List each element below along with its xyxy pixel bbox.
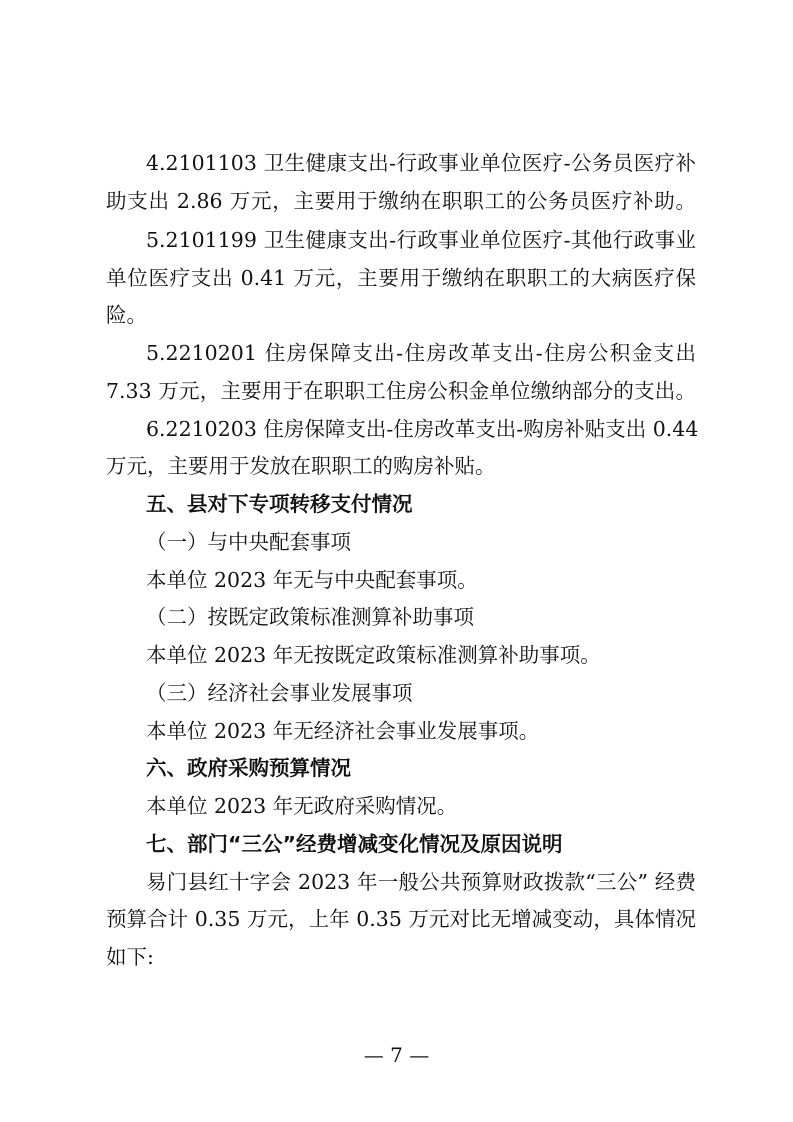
paragraph-line: 单位医疗支出 0.41 万元，主要用于缴纳在职职工的大病医疗保 — [106, 266, 696, 290]
paragraph-line: 本单位 2023 年无按既定政策标准测算补助事项。 — [146, 643, 601, 667]
paragraph-line: 5.2210201 住房保障支出-住房改革支出-住房公积金支出 — [146, 341, 696, 365]
paragraph-line: 助支出 2.86 万元，主要用于缴纳在职职工的公务员医疗补助。 — [106, 189, 696, 213]
paragraph-line: 4.2101103 卫生健康支出-行政事业单位医疗-公务员医疗补 — [146, 151, 696, 175]
paragraph-line: 5.2101199 卫生健康支出-行政事业单位医疗-其他行政事业 — [146, 228, 696, 252]
subsection-heading: （三）经济社会事业发展事项 — [146, 681, 413, 705]
paragraph-line: 预算合计 0.35 万元，上年 0.35 万元对比无增减变动，具体情况 — [106, 907, 696, 931]
page-number: — 7 — — [363, 1043, 430, 1067]
section-heading-6: 六、政府采购预算情况 — [146, 756, 351, 780]
paragraph-line: 本单位 2023 年无与中央配套事项。 — [146, 568, 478, 592]
paragraph-line: 本单位 2023 年无政府采购情况。 — [146, 794, 458, 818]
subsection-heading: （二）按既定政策标准测算补助事项 — [146, 605, 474, 629]
paragraph-line: 万元，主要用于发放在职职工的购房补贴。 — [106, 454, 496, 478]
section-heading-7: 七、部门“三公”经费增减变化情况及原因说明 — [146, 832, 563, 856]
paragraph-line: 7.33 万元，主要用于在职职工住房公积金单位缴纳部分的支出。 — [106, 379, 696, 403]
paragraph-line: 本单位 2023 年无经济社会事业发展事项。 — [146, 719, 540, 743]
paragraph-line: 如下: — [106, 945, 154, 969]
subsection-heading: （一）与中央配套事项 — [146, 530, 351, 554]
paragraph-line: 险。 — [106, 303, 147, 327]
paragraph-line: 易门县红十字会 2023 年一般公共预算财政拨款“三公” 经费 — [146, 870, 696, 894]
section-heading-5: 五、县对下专项转移支付情况 — [146, 492, 413, 516]
paragraph-line: 6.2210203 住房保障支出-住房改革支出-购房补贴支出 0.44 — [146, 417, 699, 441]
